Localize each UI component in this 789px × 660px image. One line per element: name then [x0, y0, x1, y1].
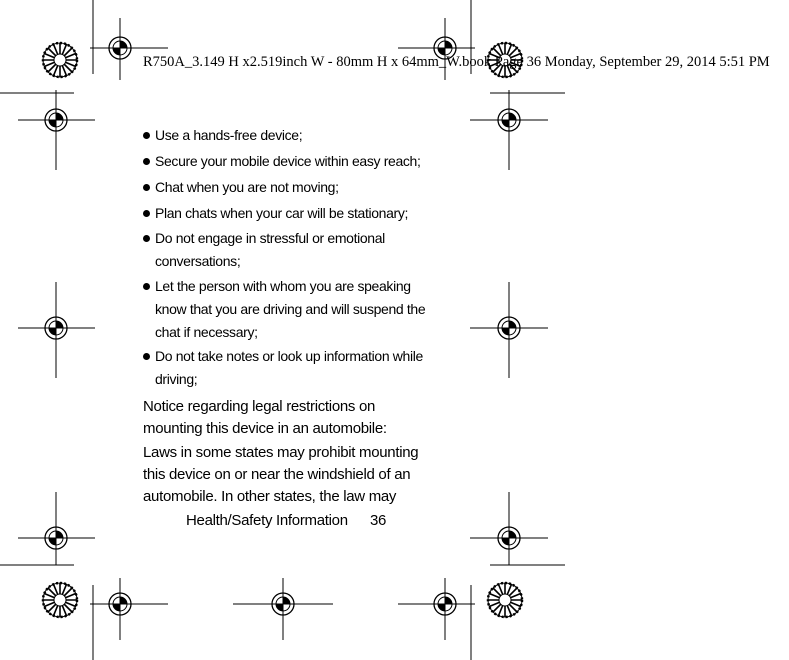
- list-item: Secure your mobile device within easy reach;: [143, 150, 428, 173]
- list-item: Let the person with whom you are speaking know that you are driving and will suspend the chat if necessary;: [143, 275, 428, 344]
- bullet-dot-icon: [143, 184, 150, 191]
- page-number: 36: [370, 512, 387, 529]
- list-item: Do not engage in stressful or emotional conversations;: [143, 227, 428, 273]
- bullet-dot-icon: [143, 132, 150, 139]
- bullet-dot-icon: [143, 283, 150, 290]
- bullet-dot-icon: [143, 210, 150, 217]
- notice-heading: Notice regarding legal restrictions on mounting this device in an automobile:: [143, 398, 387, 437]
- list-item: Chat when you are not moving;: [143, 176, 428, 199]
- list-item: Plan chats when your car will be stationary;: [143, 202, 428, 225]
- bullet-dot-icon: [143, 158, 150, 165]
- list-item: Do not take notes or look up information while driving;: [143, 345, 428, 391]
- list-item: Use a hands-free device;: [143, 124, 428, 147]
- bullet-dot-icon: [143, 235, 150, 242]
- body-paragraph: Laws in some states may prohibit mounting this device on or near the windshield of an automobile. In other states, the law may: [143, 444, 419, 505]
- bullet-dot-icon: [143, 353, 150, 360]
- footer-section-title: Health/Safety Information: [186, 512, 348, 529]
- print-slug-line: R750A_3.149 H x2.519inch W - 80mm H x 64mm_W.book Page 36 Monday, September 29, 2014 5:51 PM: [143, 54, 770, 70]
